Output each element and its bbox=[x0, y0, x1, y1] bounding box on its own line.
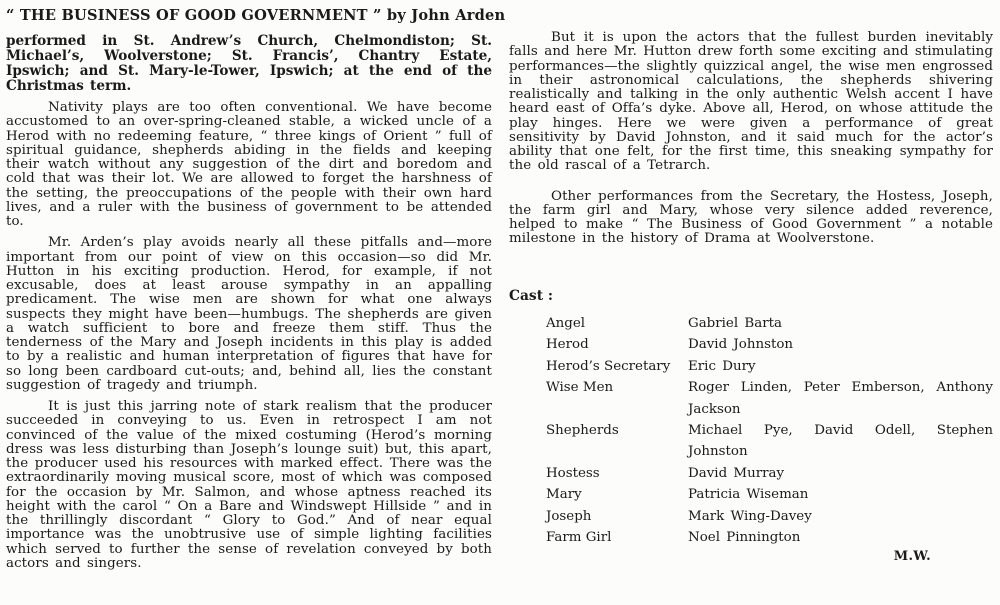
cast-role: Wise Men bbox=[546, 380, 614, 396]
cast-role: Hostess bbox=[546, 465, 600, 481]
article-title: “ THE BUSINESS OF GOOD GOVERNMENT ” by John Arden bbox=[6, 7, 506, 24]
performance-venues: performed in St. Andrew’s Church, Chelmondiston; St. Michael’s, Woolverstone; St. Francis’, Chantry Estate, Ipswich; and St. Mary-le-Tower, Ipswich; at the end of the Christmas term. bbox=[6, 33, 492, 94]
cast-row-angel bbox=[509, 313, 993, 334]
cast-list bbox=[509, 313, 993, 548]
paragraph-stark-realism: It is just this jarring note of stark realism that the producer succeeded in conveying to us. Even in retrospect I am not convinced of the value of the mixed costuming (Herod’s morning dress was less disturbing than Joseph’s lounge suit) but, this apart, the producer used his resources with marked effect. There was the extraordinarily moving musical score, most of which was composed for the occasion by Mr. Salmon, and whose aptness reached its height with the carol “ On a Bare and Windswept Hillside ” and in the thrillingly discordant “ Glory to God.” And of near equal importance was the unobtrusive use of simple lighting facilities which served to further the sense of revelation conveyed by both actors and singers. bbox=[6, 399, 492, 571]
cast-actor: Michael Pye, David Odell, Stephen Johnston bbox=[688, 423, 993, 460]
cast-row-mary bbox=[509, 484, 993, 505]
paragraph-other-performances: Other performances from the Secretary, the Hostess, Joseph, the farm girl and Mary, whose very silence added reverence, helped to make “ The Business of Good Government ” a notable milestone in the history of Drama at Woolverstone. bbox=[509, 188, 993, 247]
cast-actor: Eric Dury bbox=[688, 358, 756, 374]
cast-row-hostess bbox=[509, 463, 993, 484]
paragraph-nativity: Nativity plays are too often conventional. We have become accustomed to an over-spring-cleaned stable, a wicked uncle of a Herod with no redeeming feature, “ three kings of Orient ” full of spiritual guidance, shepherds abiding in the fields and keeping their watch without any suggestion of the dirt and boredom and cold that was their lot. We are allowed to forget the harshness of the setting, the preoccupations of the people with their own hard lives, and a ruler with the business of government to be attended to. bbox=[6, 100, 492, 229]
cast-role: Angel bbox=[546, 316, 586, 331]
cast-actor: Gabriel Barta bbox=[688, 316, 782, 331]
cast-actor: David Murray bbox=[688, 465, 785, 481]
cast-role: Herod’s Secretary bbox=[546, 358, 671, 374]
paragraph-ardens-play: Mr. Arden’s play avoids nearly all these pitfalls and—more important from our point of view on this occasion—so did Mr. Hutton in his exciting production. Herod, for example, if not excusable, does at least arouse sympathy in an appalling predicament. The wise men are shown for what one always suspects they might have been—humbugs. The shepherds are given a watch sufficient to bore and freeze them stiff. Thus the tenderness of the Mary and Joseph incidents in this play is added to by a realistic and human interpretation of figures that have for so long been cardboard cut-outs; and, behind all, lies the constant suggestion of tragedy and triumph. bbox=[6, 235, 492, 393]
cast-role: Herod bbox=[546, 337, 589, 353]
cast-actor: Mark Wing-Davey bbox=[688, 508, 812, 524]
paragraph-actors: But it is upon the actors that the fullest burden inevitably falls and here Mr. Hutton drew forth some exciting and stimulating performances—the slightly quizzical angel, the wise men engrossed in their astronomical calculations, the shepherds shivering realistically and talking in the only authentic Welsh accent I have heard east of Offa’s dyke. Above all, Herod, on whose attitude the play hinges. Here we were given a performance of great sensitivity by David Johnston, and it said much for the actor’s ability that one felt, for the first time, this sneaking sympathy for the old rascal of a Tetrarch. bbox=[509, 30, 993, 174]
cast-row-joseph bbox=[509, 506, 993, 527]
cast-heading: Cast : bbox=[509, 288, 553, 304]
cast-row-farm-girl bbox=[509, 527, 993, 548]
cast-row-wise-men bbox=[509, 377, 993, 420]
right-column bbox=[509, 0, 993, 605]
reviewer-initials: M.W. bbox=[893, 549, 931, 565]
cast-actor: David Johnston bbox=[688, 337, 794, 353]
left-column bbox=[6, 0, 506, 578]
cast-role: Shepherds bbox=[546, 423, 619, 439]
cast-actor: Noel Pinnington bbox=[688, 530, 801, 546]
cast-role: Farm Girl bbox=[546, 530, 612, 546]
cast-section bbox=[509, 288, 993, 564]
cast-row-herods-secretary bbox=[509, 356, 993, 377]
cast-row-shepherds bbox=[509, 420, 993, 463]
cast-role: Mary bbox=[546, 487, 582, 503]
cast-actor: Patricia Wiseman bbox=[688, 487, 809, 503]
cast-role: Joseph bbox=[546, 508, 592, 524]
cast-row-herod bbox=[509, 334, 993, 355]
cast-actor: Roger Linden, Peter Emberson, Anthony Jackson bbox=[688, 380, 993, 417]
